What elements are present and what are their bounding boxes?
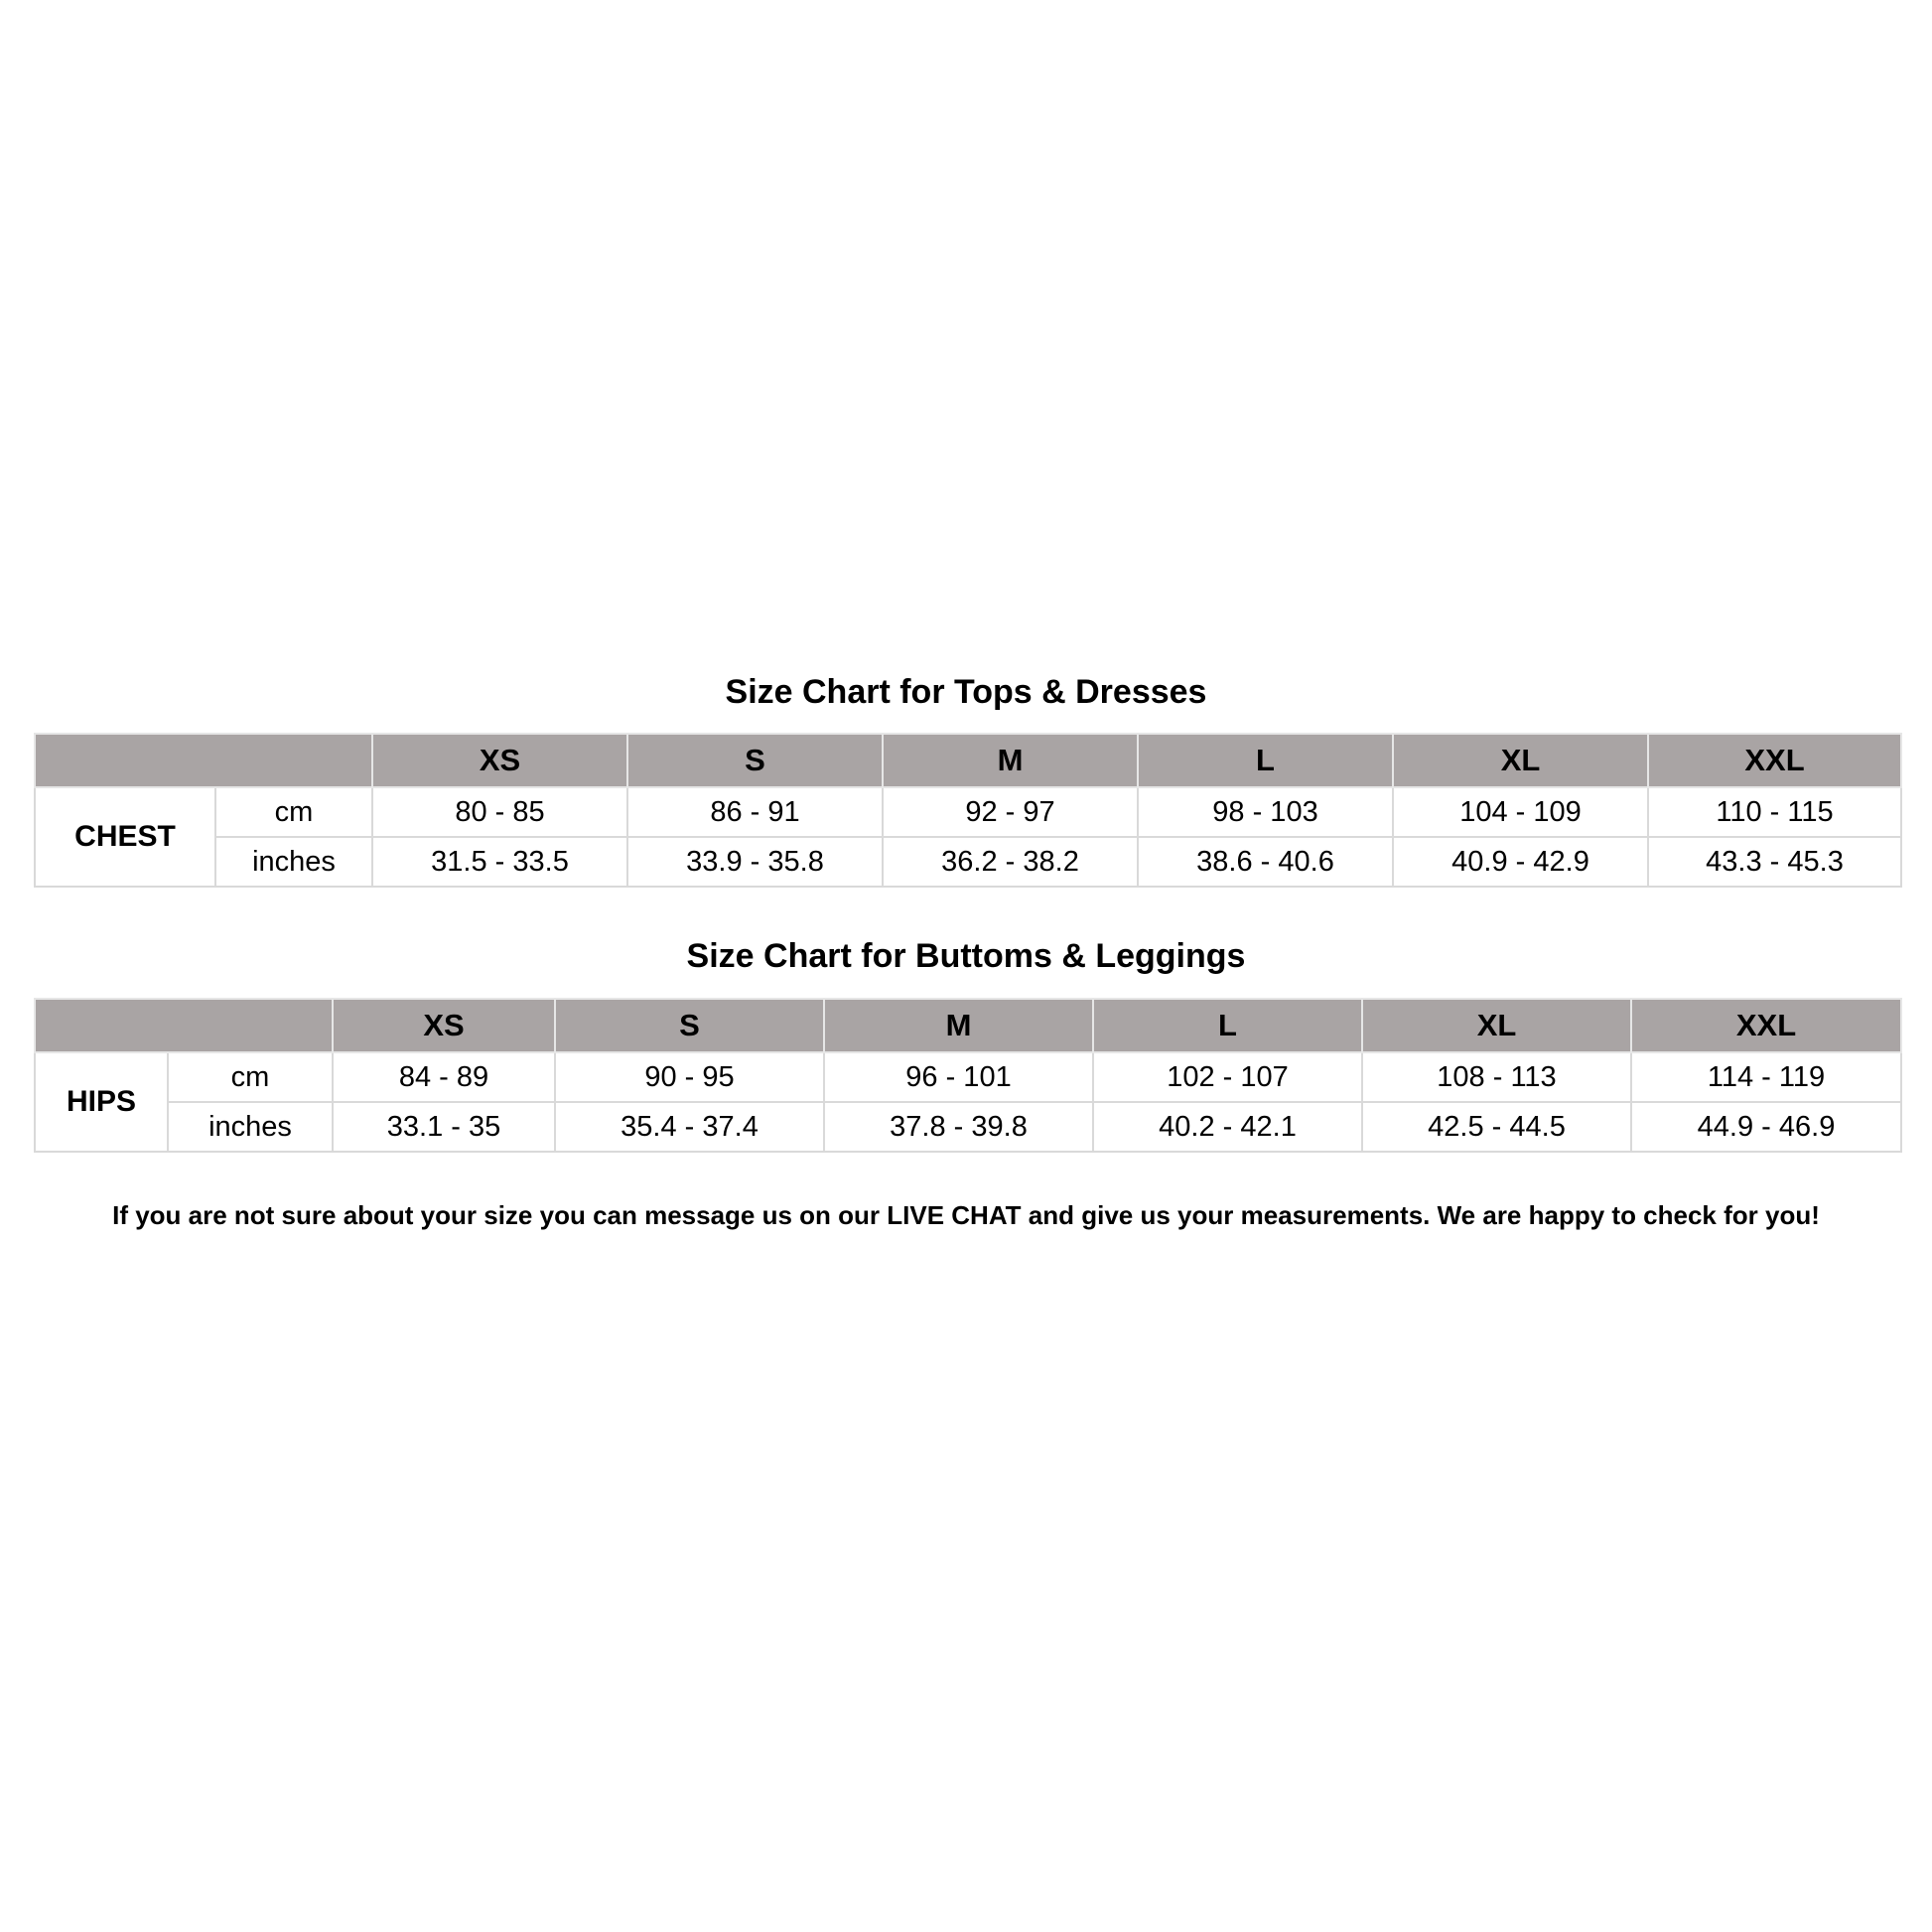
bottoms-size-table <box>34 998 1902 1153</box>
tops-header-row <box>35 734 1901 787</box>
size-value: 84 - 89 <box>333 1052 555 1102</box>
size-value: 40.2 - 42.1 <box>1093 1102 1362 1152</box>
size-value: 110 - 115 <box>1648 787 1901 837</box>
table-row <box>35 1102 1901 1152</box>
unit-label: cm <box>215 787 372 837</box>
size-value: 108 - 113 <box>1362 1052 1631 1102</box>
bottoms-size-xs: XS <box>333 999 555 1052</box>
bottoms-header-blank <box>35 999 333 1052</box>
size-value: 96 - 101 <box>824 1052 1093 1102</box>
bottoms-size-s: S <box>555 999 824 1052</box>
tops-measurement-label: CHEST <box>35 787 215 887</box>
unit-label: inches <box>168 1102 333 1152</box>
tops-size-xxl: XXL <box>1648 734 1901 787</box>
table-row <box>35 787 1901 837</box>
bottoms-header-row <box>35 999 1901 1052</box>
size-value: 43.3 - 45.3 <box>1648 837 1901 887</box>
size-value: 33.1 - 35 <box>333 1102 555 1152</box>
bottoms-size-xl: XL <box>1362 999 1631 1052</box>
size-help-note: If you are not sure about your size you can message us on our LIVE CHAT and give us your measurements. We are happy to check for you! <box>112 1200 1820 1230</box>
size-value: 86 - 91 <box>627 787 883 837</box>
table-row <box>35 837 1901 887</box>
tops-chart-title: Size Chart for Tops & Dresses <box>725 673 1207 711</box>
size-value: 37.8 - 39.8 <box>824 1102 1093 1152</box>
size-value: 35.4 - 37.4 <box>555 1102 824 1152</box>
tops-size-table <box>34 733 1902 888</box>
size-value: 36.2 - 38.2 <box>883 837 1138 887</box>
tops-size-xs: XS <box>372 734 627 787</box>
size-value: 40.9 - 42.9 <box>1393 837 1648 887</box>
tops-size-s: S <box>627 734 883 787</box>
unit-label: inches <box>215 837 372 887</box>
size-value: 42.5 - 44.5 <box>1362 1102 1631 1152</box>
tops-header-blank <box>35 734 372 787</box>
table-row <box>35 1052 1901 1102</box>
size-value: 98 - 103 <box>1138 787 1393 837</box>
unit-label: cm <box>168 1052 333 1102</box>
tops-size-l: L <box>1138 734 1393 787</box>
size-value: 80 - 85 <box>372 787 627 837</box>
size-value: 31.5 - 33.5 <box>372 837 627 887</box>
size-value: 44.9 - 46.9 <box>1631 1102 1901 1152</box>
size-value: 104 - 109 <box>1393 787 1648 837</box>
bottoms-size-l: L <box>1093 999 1362 1052</box>
size-value: 114 - 119 <box>1631 1052 1901 1102</box>
bottoms-chart-title: Size Chart for Buttoms & Leggings <box>686 937 1246 975</box>
tops-size-xl: XL <box>1393 734 1648 787</box>
size-value: 102 - 107 <box>1093 1052 1362 1102</box>
bottoms-size-m: M <box>824 999 1093 1052</box>
bottoms-size-xxl: XXL <box>1631 999 1901 1052</box>
bottoms-measurement-label: HIPS <box>35 1052 168 1152</box>
size-value: 92 - 97 <box>883 787 1138 837</box>
size-value: 33.9 - 35.8 <box>627 837 883 887</box>
size-value: 38.6 - 40.6 <box>1138 837 1393 887</box>
tops-size-m: M <box>883 734 1138 787</box>
size-value: 90 - 95 <box>555 1052 824 1102</box>
